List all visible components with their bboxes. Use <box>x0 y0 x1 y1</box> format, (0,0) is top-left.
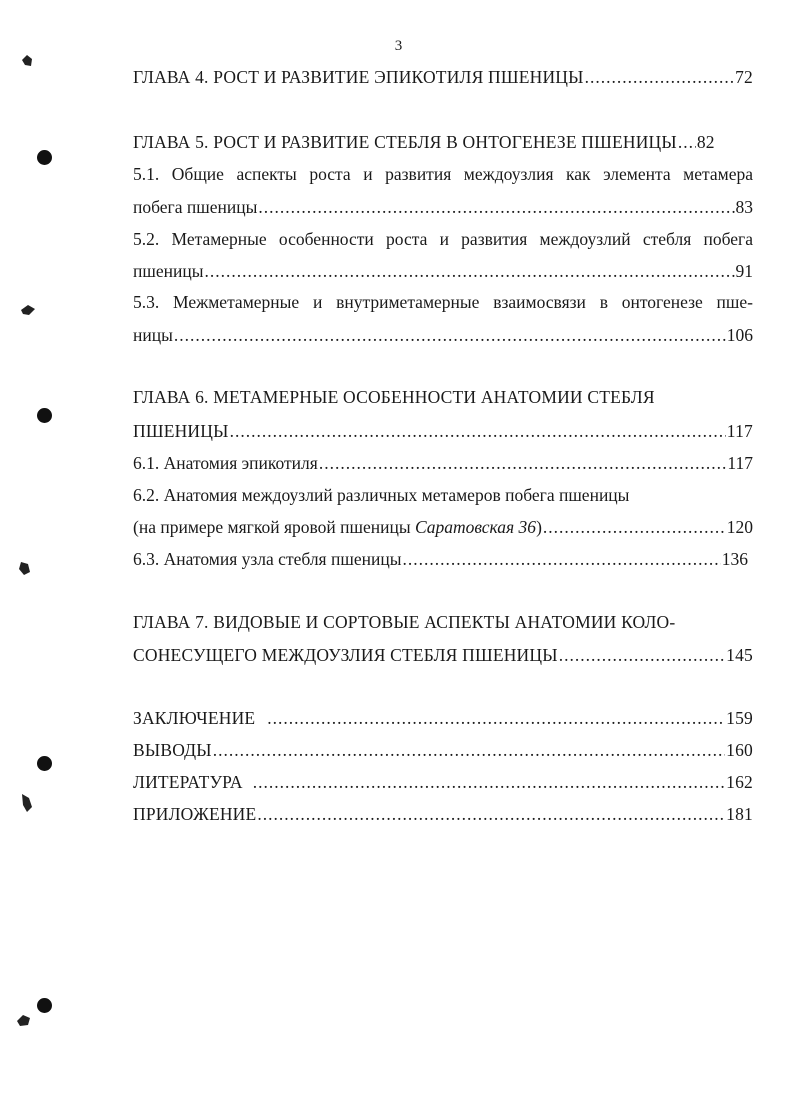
toc-title: пшеницы <box>133 261 204 281</box>
toc-title: ГЛАВА 5. РОСТ И РАЗВИТИЕ СТЕБЛЯ В ОНТОГЕНЕЗЕ ПШЕНИЦЫ <box>133 132 677 152</box>
toc-entry-findings <box>133 739 753 761</box>
toc-title: ГЛАВА 4. РОСТ И РАЗВИТИЕ ЭПИКОТИЛЯ ПШЕНИЦЫ <box>133 67 584 87</box>
scan-blot-1 <box>20 54 34 68</box>
dot-leader <box>257 803 725 825</box>
toc-entry-chapter-6-line1: ГЛАВА 6. МЕТАМЕРНЫЕ ОСОБЕННОСТИ АНАТОМИИ СТЕБЛЯ <box>133 387 655 407</box>
toc-title: ПРИЛОЖЕНИЕ <box>133 804 257 824</box>
dot-leader <box>678 131 696 153</box>
toc-title: ПШЕНИЦЫ <box>133 421 229 441</box>
binder-hole-4 <box>37 998 52 1013</box>
toc-entry-chapter-6-line2 <box>133 420 753 442</box>
scan-blot-5 <box>16 1013 32 1027</box>
dot-leader <box>543 516 726 538</box>
toc-title-text: ) <box>536 517 542 537</box>
toc-title: ницы <box>133 325 173 345</box>
toc-page: 83 <box>735 197 753 217</box>
toc-title: ЛИТЕРАТУРА <box>133 772 243 792</box>
toc-page: 159 <box>726 708 753 728</box>
dot-leader <box>559 644 725 666</box>
scan-blot-2 <box>20 303 36 317</box>
toc-section-5-2-line2 <box>133 260 753 282</box>
toc-entry-literature <box>133 771 753 793</box>
toc-section-6-3 <box>133 548 748 570</box>
toc-title: 6.1. Анатомия эпикотиля <box>133 453 318 473</box>
dot-leader <box>204 260 734 282</box>
toc-title: ВЫВОДЫ <box>133 740 212 760</box>
binder-hole-1 <box>37 150 52 165</box>
dot-leader <box>230 420 726 442</box>
toc-page: 120 <box>726 517 753 537</box>
toc-entry-chapter-5 <box>133 131 753 153</box>
toc-title <box>133 516 542 538</box>
toc-title-text: (на примере мягкой яровой пшеницы <box>133 517 415 537</box>
dot-leader <box>319 452 727 474</box>
toc-entry-chapter-7-line2 <box>133 644 753 666</box>
toc-page: 117 <box>726 421 753 441</box>
dot-leader <box>258 196 734 218</box>
scan-blot-3 <box>18 560 32 576</box>
toc-page: 145 <box>726 645 753 665</box>
dot-leader <box>267 707 725 729</box>
page-number: 3 <box>394 38 403 54</box>
dot-leader <box>402 548 720 570</box>
toc-page: 181 <box>726 804 753 824</box>
toc-section-6-2-line1: 6.2. Анатомия междоузлий различных метамеров побега пшеницы <box>133 485 630 505</box>
cultivar-name: Саратовская 36 <box>414 517 537 537</box>
toc-section-5-1-line2 <box>133 196 753 218</box>
binder-hole-3 <box>37 756 52 771</box>
dot-leader <box>585 66 734 88</box>
toc-entry-chapter-7-line1: ГЛАВА 7. ВИДОВЫЕ И СОРТОВЫЕ АСПЕКТЫ АНАТОМИИ КОЛО- <box>133 612 676 632</box>
toc-page: 72 <box>735 67 753 87</box>
toc-entry-conclusion <box>133 707 753 729</box>
dot-leader <box>174 324 726 346</box>
dot-leader <box>213 739 725 761</box>
toc-section-6-2-line2 <box>133 516 753 538</box>
toc-section-5-1-line1: 5.1. Общие аспекты роста и развития междоузлия как элемента метамера <box>133 164 753 184</box>
toc-entry-appendix <box>133 803 753 825</box>
toc-title: СОНЕСУЩЕГО МЕЖДОУЗЛИЯ СТЕБЛЯ ПШЕНИЦЫ <box>133 645 558 665</box>
toc-section-5-3-line2 <box>133 324 753 346</box>
toc-page: 82 <box>696 132 715 152</box>
toc-title: ЗАКЛЮЧЕНИЕ <box>133 708 256 728</box>
dot-leader <box>253 771 725 793</box>
toc-entry-chapter-4 <box>133 66 753 88</box>
toc-page: 117 <box>727 453 753 473</box>
toc-section-5-3-line1: 5.3. Межметамерные и внутриметамерные взаимосвязи в онтогенезе пше- <box>133 292 753 312</box>
toc-title: 6.3. Анатомия узла стебля пшеницы <box>133 549 402 569</box>
toc-page: 106 <box>726 325 753 345</box>
toc-page: 162 <box>726 772 753 792</box>
toc-page: 136 <box>721 549 748 569</box>
toc-title: побега пшеницы <box>133 197 258 217</box>
toc-section-5-2-line1: 5.2. Метамерные особенности роста и развития междоузлий стебля побега <box>133 229 753 249</box>
scan-blot-4 <box>20 793 34 813</box>
toc-section-6-1 <box>133 452 753 474</box>
toc-page: 160 <box>726 740 753 760</box>
toc-page: 91 <box>735 261 753 281</box>
binder-hole-2 <box>37 408 52 423</box>
